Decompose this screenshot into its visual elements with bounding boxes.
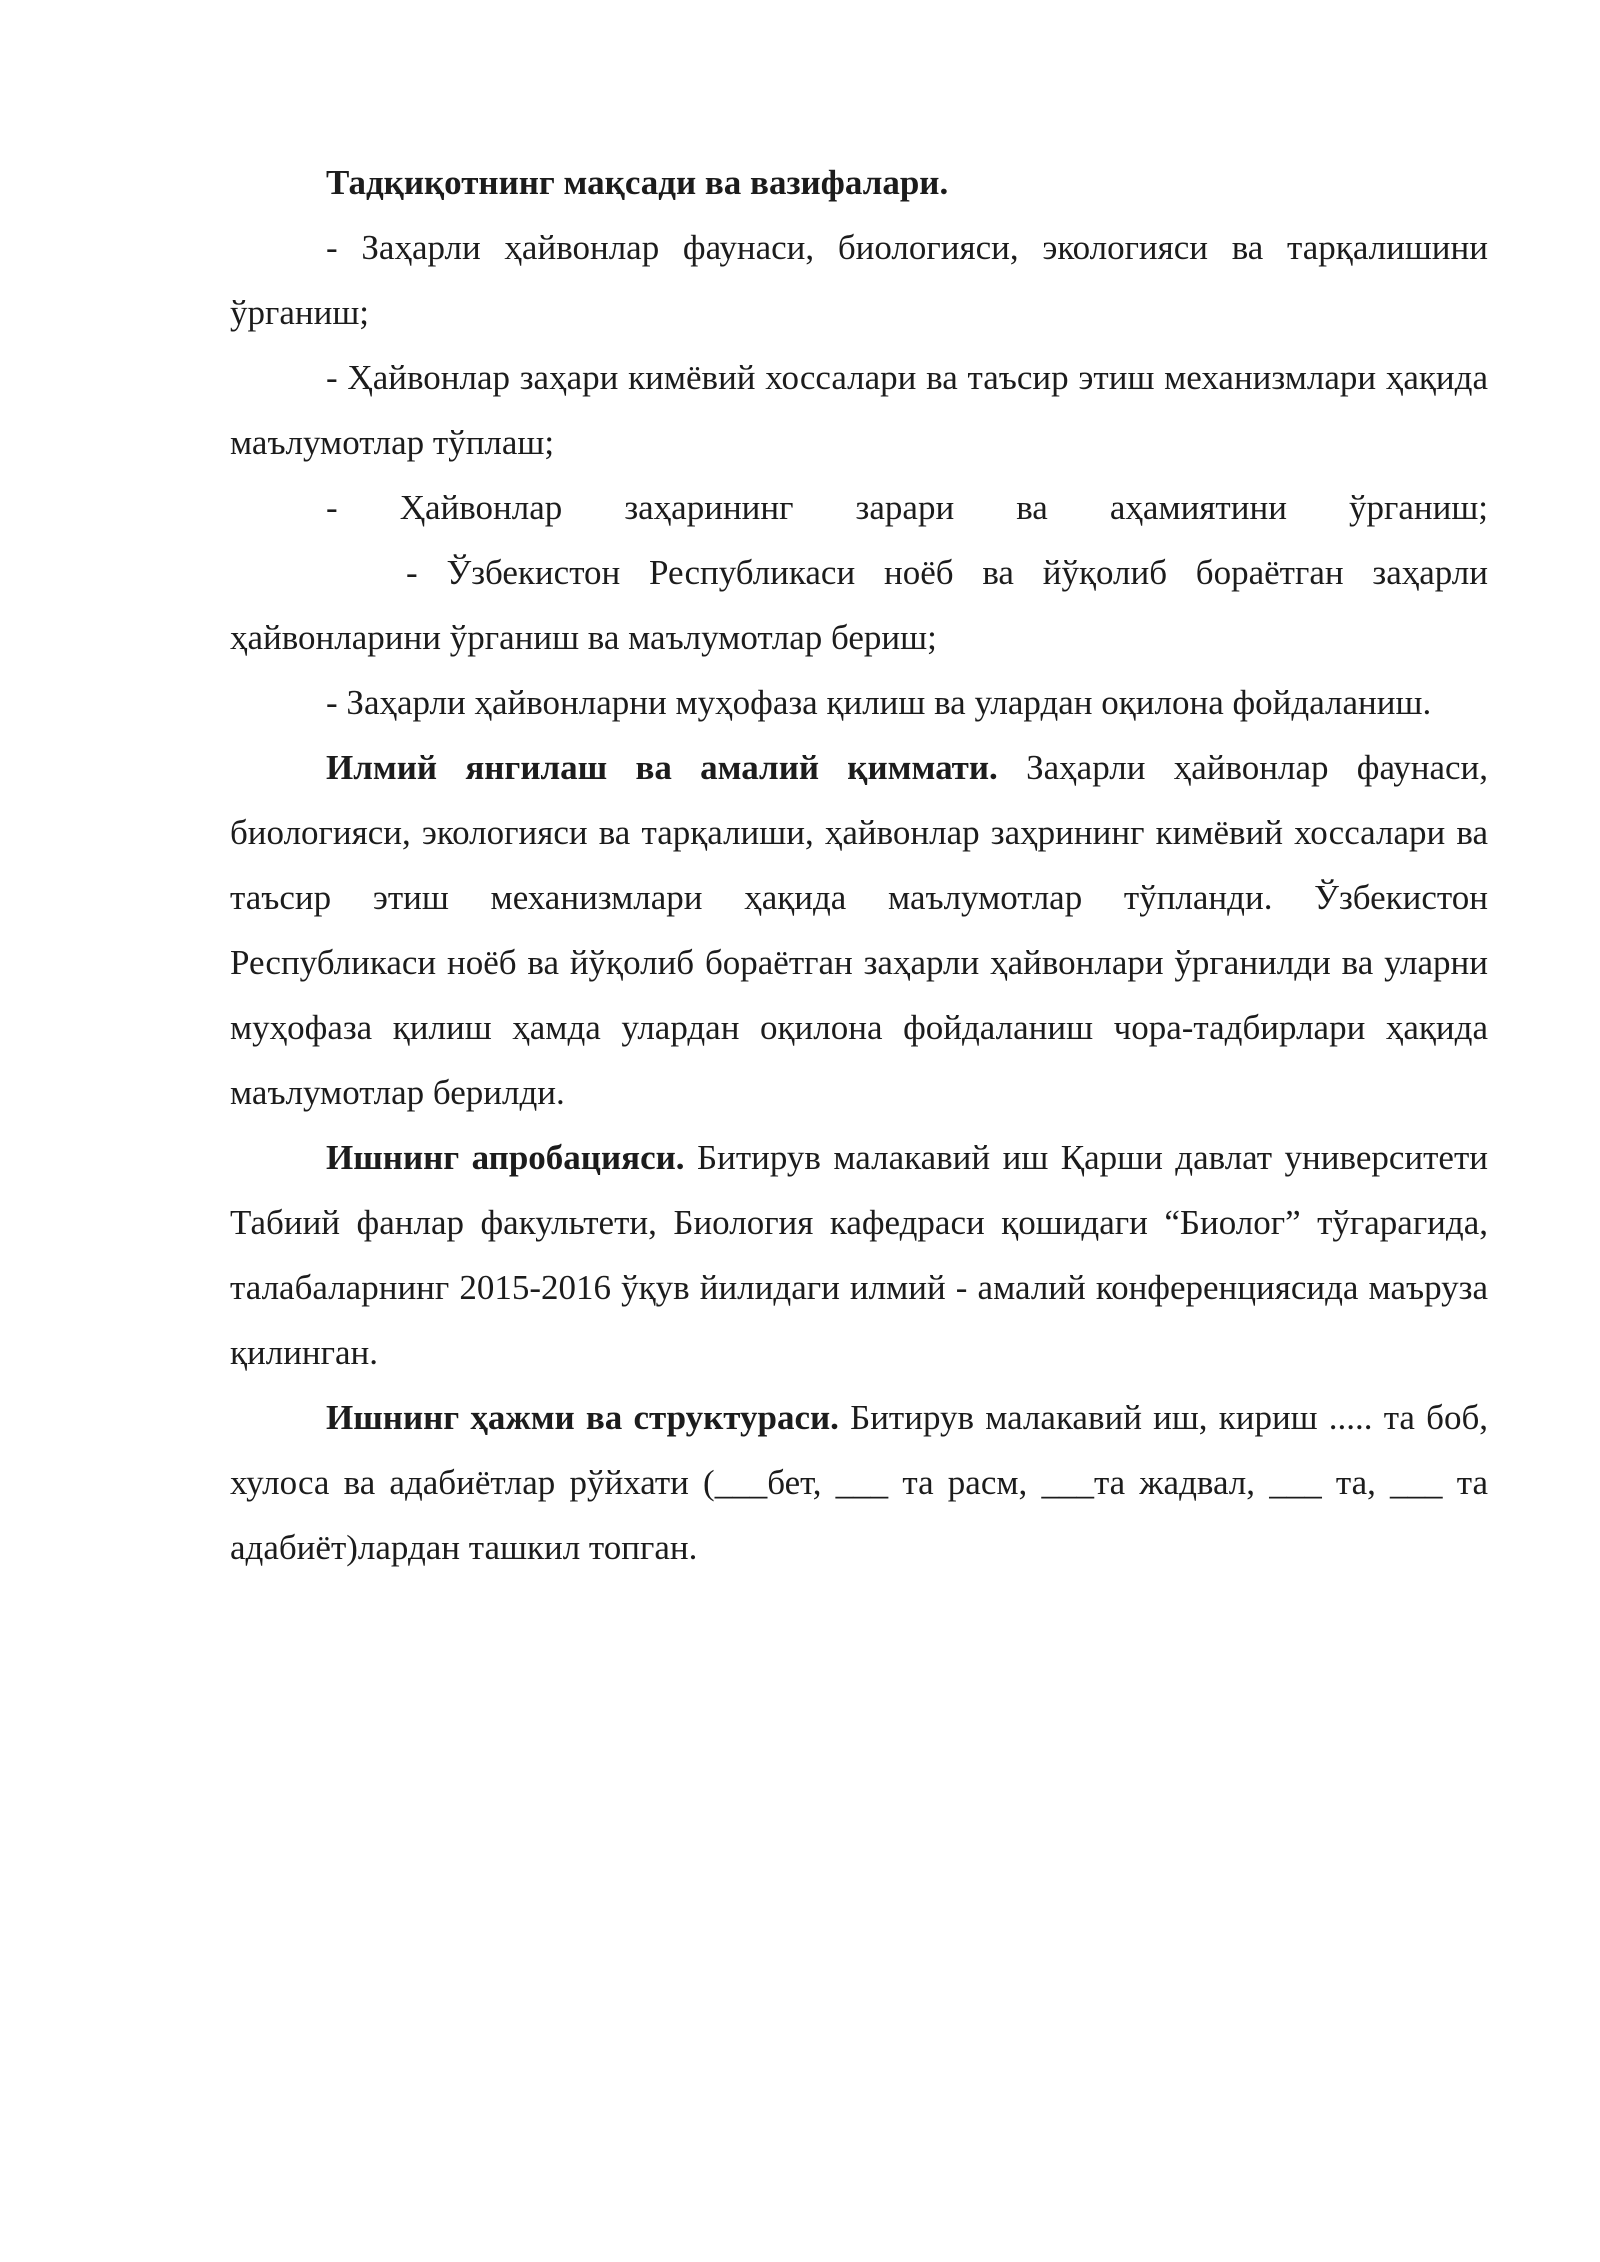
- objectives-title: Тадқиқотнинг мақсади ва вазифалари.: [326, 163, 949, 202]
- approbation-label: Ишнинг апробацияси.: [326, 1138, 685, 1177]
- structure-text: Битирув малакавий иш, кириш ..... та боб, хулоса ва адабиётлар рўйхати (___бет, ___ та расм, ___та жадвал, ___ та, ___ та адабиёт)лардан ташкил топган.: [230, 1398, 1489, 1567]
- objective-item: - Заҳарли ҳайвонларни муҳофаза қилиш ва улардан оқилона фойдаланиш.: [326, 683, 1432, 722]
- objective-item: - Ҳайвонлар заҳарининг зарари ва аҳамиятини ўрганиш;: [326, 488, 1488, 527]
- novelty-paragraph: [230, 735, 1488, 1125]
- novelty-text: Заҳарли ҳайвонлар фаунаси, биологияси, экологияси ва тарқалиши, ҳайвонлар заҳрининг кимёвий хоссалари ва таъсир этиш механизмлари ҳақида маълумотлар тўпланди. Ўзбекистон Республикаси ноёб ва йўқолиб бораётган заҳарли ҳайвонлари ўрганилди ва уларни муҳофаза қилиш ҳамда улардан оқилона фойдаланиш чора-тадбирлари ҳақида маълумотлар берилди.: [230, 748, 1488, 1112]
- structure-label: Ишнинг ҳажми ва структураси.: [326, 1398, 839, 1437]
- structure-paragraph: [230, 1385, 1488, 1580]
- approbation-text: Битирув малакавий иш Қарши давлат университети Табиий фанлар факультети, Биология кафедраси қошидаги “Биолог” тўгарагида, талабаларнинг 2015-2016 ўқув йилидаги илмий - амалий конференциясида маъруза қилинган.: [230, 1138, 1488, 1372]
- objective-item: - Заҳарли ҳайвонлар фаунаси, биологияси, экологияси ва тарқалишини ўрганиш;: [230, 228, 1488, 332]
- objective-item: - Ҳайвонлар заҳари кимёвий хоссалари ва таъсир этиш механизмлари ҳақида маълумотлар тўплаш;: [230, 358, 1488, 462]
- objectives-heading: [230, 150, 1488, 215]
- novelty-label: Илмий янгилаш ва амалий қиммати.: [326, 748, 998, 787]
- document-body: [230, 150, 1488, 1580]
- objective-item: - Ўзбекистон Республикаси ноёб ва йўқолиб бораётган заҳарли ҳайвонларини ўрганиш ва маълумотлар бериш;: [230, 553, 1488, 657]
- approbation-paragraph: [230, 1125, 1488, 1385]
